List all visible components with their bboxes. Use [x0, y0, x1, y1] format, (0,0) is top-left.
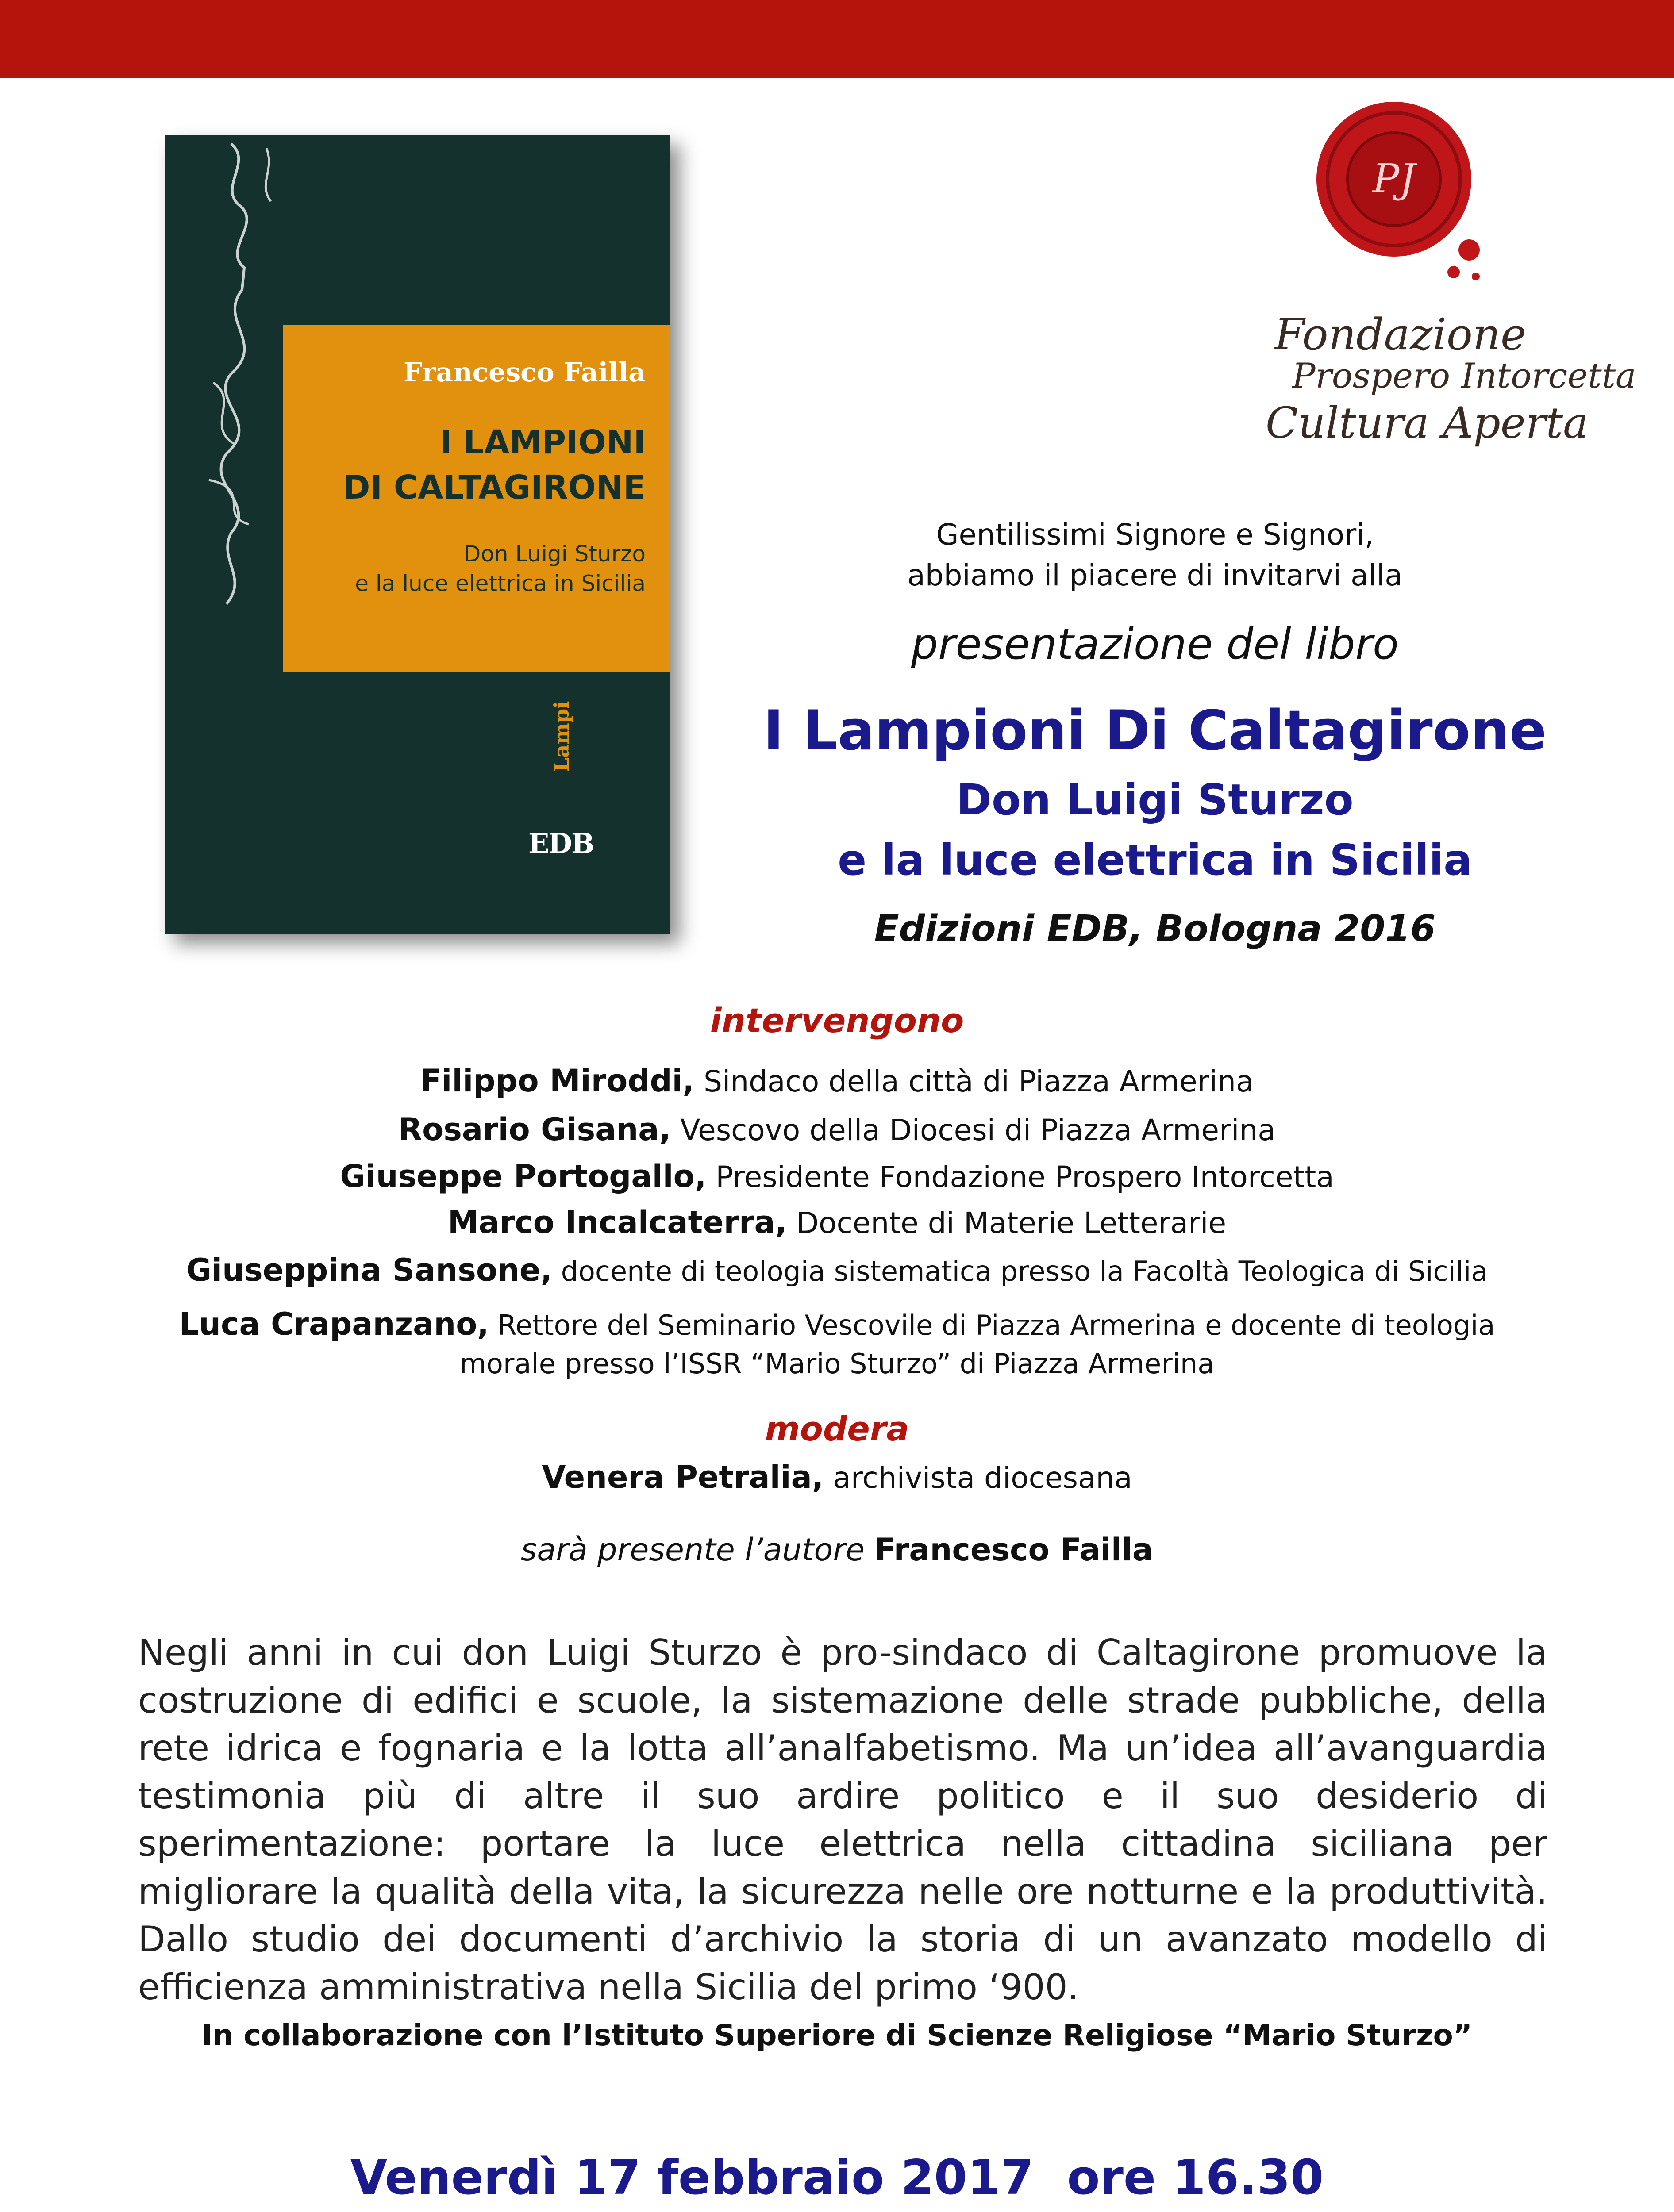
speaker-role: Presidente Fondazione Prospero Intorcetta: [716, 1160, 1334, 1194]
speaker-row: [0, 1063, 1674, 1099]
moderator-heading: modera: [765, 1409, 909, 1448]
speaker-name: Luca Crapanzano,: [179, 1306, 489, 1342]
logo-line2: Prospero Intorcetta: [1292, 356, 1636, 396]
cover-title-line1: I LAMPIONI: [439, 423, 646, 461]
collaboration-note: In collaborazione con l’Istituto Superiore di Scienze Religiose “Mario Sturzo”: [201, 2018, 1473, 2052]
cover-series-label: Lampi: [550, 701, 573, 772]
moderator-name: Venera Petralia,: [542, 1459, 824, 1495]
svg-text:PJ: PJ: [1372, 156, 1416, 202]
speaker-role: Rettore del Seminario Vescovile di Piazza Armerina e docente di teologia: [497, 1309, 1495, 1341]
speaker-row: [0, 1306, 1674, 1342]
speaker-name: Rosario Gisana,: [398, 1111, 671, 1148]
cover-title-line2: DI CALTAGIRONE: [343, 469, 646, 507]
wax-seal-icon: [1301, 86, 1496, 299]
speakers-heading: intervengono: [710, 1001, 964, 1040]
logo-line3: Cultura Aperta: [1266, 398, 1589, 448]
speaker-name: Giuseppina Sansone,: [186, 1252, 552, 1288]
presentation-label: presentazione del libro: [911, 619, 1399, 669]
book-cover-image: [165, 135, 670, 934]
event-datetime: Venerdì 17 febbraio 2017 ore 16.30: [350, 2150, 1324, 2205]
book-title: I Lampioni Di Caltagirone: [763, 699, 1547, 763]
cover-subtitle-line1: Don Luigi Sturzo: [463, 541, 646, 567]
moderator-row: [0, 1459, 1674, 1495]
cover-subtitle-line2: e la luce elettrica in Sicilia: [355, 571, 646, 596]
greeting-line2: abbiamo il piacere di invitarvi alla: [907, 558, 1403, 592]
book-subtitle-line2: e la luce elettrica in Sicilia: [838, 835, 1472, 885]
speaker-role-continuation: morale presso l’ISSR “Mario Sturzo” di Piazza Armerina: [459, 1348, 1215, 1380]
speaker-role: Docente di Materie Letterarie: [796, 1206, 1227, 1240]
speaker-name: Filippo Miroddi,: [420, 1063, 695, 1099]
book-description: Negli anni in cui don Luigi Sturzo è pro-sindaco di Caltagirone promuove la costruzione di edifici e scuole, la sistemazione delle strade pubbliche, della rete idrica e fognaria e la lotta all’analfabetismo. Ma un’idea all’avanguardia testimonia più di altre il suo ardire politico e il suo desiderio di sperimentazione: portare la luce elettrica nella cittadina siciliana per migliorare la qualità della vita, la sicurezza nelle ore notturne e la produttività. Dallo studio dei documenti d’archivio la storia di un avanzato modello di efficienza amministrativa nella Sicilia del primo ‘900.: [138, 1632, 1547, 2008]
foundation-logo: [1266, 86, 1636, 484]
speaker-role: Sindaco della città di Piazza Armerina: [704, 1064, 1254, 1098]
author-note-prefix: sarà presente l’autore: [520, 1532, 865, 1568]
cover-publisher-logo: EDB: [528, 827, 594, 860]
speaker-row: [0, 1158, 1674, 1194]
speaker-row: [0, 1252, 1674, 1288]
book-subtitle-line1: Don Luigi Sturzo: [956, 775, 1354, 825]
book-edition: Edizioni EDB, Bologna 2016: [874, 908, 1436, 950]
speaker-role: docente di teologia sistematica presso la Facoltà Teologica di Sicilia: [561, 1255, 1488, 1287]
author-note-name: Francesco Failla: [874, 1532, 1154, 1568]
speaker-name: Giuseppe Portogallo,: [340, 1158, 707, 1194]
speaker-row: [0, 1204, 1674, 1240]
speaker-row: [0, 1111, 1674, 1148]
speaker-role: Vescovo della Diocesi di Piazza Armerina: [680, 1113, 1276, 1147]
moderator-role: archivista diocesana: [833, 1461, 1132, 1495]
cover-author: Francesco Failla: [403, 357, 646, 388]
greeting-line1: Gentilissimi Signore e Signori,: [936, 518, 1374, 552]
author-presence-note: [0, 1532, 1674, 1568]
top-border-band: [0, 0, 1674, 78]
logo-line1: Fondazione: [1274, 310, 1527, 360]
speaker-name: Marco Incalcaterra,: [447, 1204, 787, 1240]
cover-orange-panel: [283, 325, 670, 672]
signature-decoration: [165, 135, 283, 934]
